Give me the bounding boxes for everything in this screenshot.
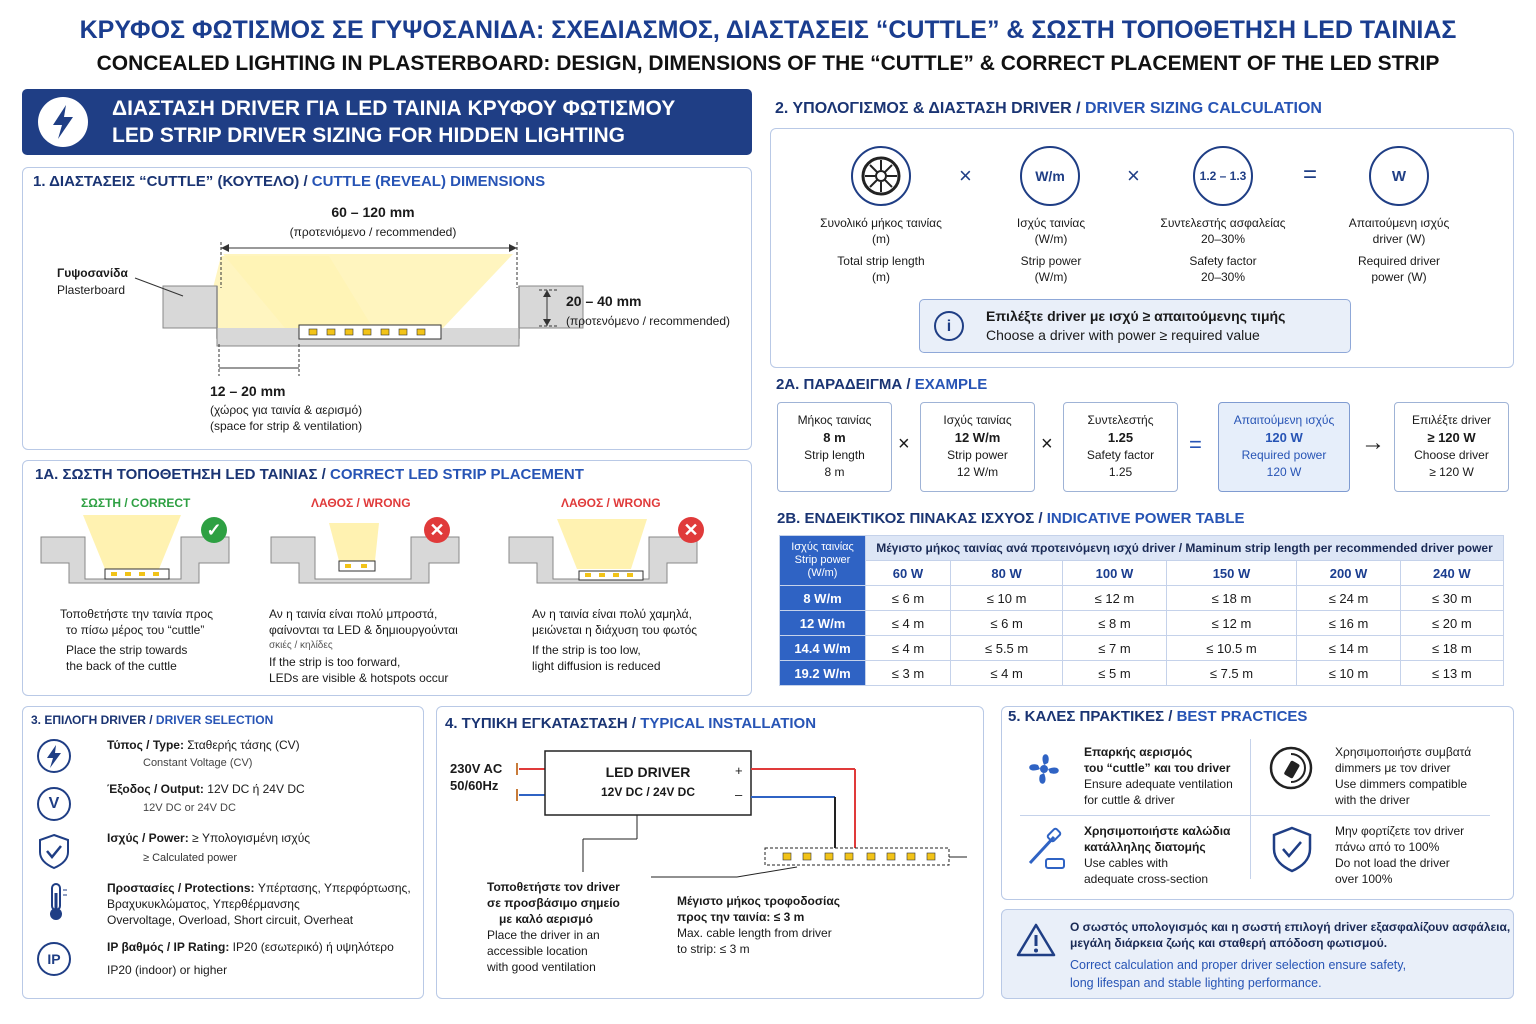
section-1a-title: 1Α. ΣΩΣΤΗ ΤΟΠΟΘΕΤΗΣΗ LED ΤΑΙΝΙΑΣ / CORRECT LED STRIP PLACEMENT [35,466,584,483]
col-header: 200 W [1297,561,1400,586]
typical-installation-panel [436,706,984,999]
table-cell: ≤ 4 m [950,661,1062,686]
multiply-op-2: × [1127,163,1140,188]
cable-icon [1022,827,1068,878]
header-line-greek: ΔΙΑΣΤΑΣΗ DRIVER ΓΙΑ LED ΤΑΙΝΙΑ ΚΡΥΦΟΥ ΦΩΤΙΣΜΟΥ [112,97,676,120]
table-cell: ≤ 30 m [1400,586,1503,611]
main-title-greek: ΚΡΥΦΟΣ ΦΩΤΙΣΜΟΣ ΣΕ ΓΥΨΟΣΑΝΙΔΑ: ΣΧΕΔΙΑΣΜΟΣ, ΔΙΑΣΤΑΣΕΙΣ “CUTTLE” & ΣΩΣΤΗ ΤΟΠΟΘΕΤΗΣΗ LED ΤΑΙΝΙΑΣ [79,16,1457,44]
col-header: 150 W [1166,561,1297,586]
best-practices-panel [1001,706,1514,900]
strip-reel-icon [851,146,911,206]
note-greek: Επιλέξτε driver με ισχύ ≥ απαιτούμενης τιμής [986,308,1286,324]
practice-cables: Χρησιμοποιήστε καλώδια κατάλληλης διατομής Use cables with adequate cross-section [1084,824,1231,886]
note-english: Choose a driver with power ≥ required value [986,327,1260,343]
col-header: 240 W [1400,561,1503,586]
table-cell: ≤ 24 m [1297,586,1400,611]
equals-op: = [1303,161,1318,188]
ac-input-label: 230V AC 50/60Hz [450,761,503,793]
footer-greek: Ο σωστός υπολογισμός και η σωστή επιλογή driver εξασφαλίζουν ασφάλεια, μεγάλη διάρκεια ζωής και σταθερή απόδοση φωτισμού. [1070,920,1511,950]
table-cell: ≤ 10.5 m [1166,636,1297,661]
info-icon: i [934,311,964,341]
wrong-x-icon-1: ✕ [424,517,450,543]
table-cell: ≤ 7.5 m [1166,661,1297,686]
row-header: 14.4 W/m [780,636,866,661]
factor-required-power: Απαιτούμενη ισχύς driver (W) Required driver power (W) [1348,216,1450,284]
table-cell: ≤ 6 m [950,611,1062,636]
shield-check-icon [37,832,71,875]
factor-strip-length: Συνολικό μήκος ταινίας (m) Total strip length (m) [820,216,942,284]
correct-label: ΣΩΣΤΗ / CORRECT [81,496,191,510]
header-line-english: LED STRIP DRIVER SIZING FOR HIDDEN LIGHTING [112,124,625,147]
cable-length-note: Μέγιστο μήκος τροφοδοσίας προς την ταινία: ≤ 3 m Max. cable length from driver to strip: ≤ 3 m [677,894,840,956]
row-header: 12 W/m [780,611,866,636]
table-cell: ≤ 12 m [1063,586,1166,611]
table-cell: ≤ 18 m [1166,586,1297,611]
factor-strip-power: Ισχύς ταινίας (W/m) Strip power (W/m) [1016,216,1086,284]
protections-line: Προστασίες / Protections: Υπέρτασης, Υπερφόρτωσης, Βραχυκυκλώματος, Υπερθέρμανσης Overvoltage, Overload, Short circuit, Overheat [107,881,411,927]
row-header: 8 W/m [780,586,866,611]
table-cell: ≤ 5.5 m [950,636,1062,661]
strip-placement-panel [22,460,752,696]
width-value: 60 – 120 mm [331,204,415,220]
example-strip-length: Μήκος ταινίας 8 m Strip length 8 m [777,402,892,492]
ip-rating-icon: IP [37,942,71,976]
table-col-header-row [780,561,1504,586]
section-3-title: 3. ΕΠΙΛΟΓΗ DRIVER / DRIVER SELECTION [31,713,274,727]
table-row [780,636,1504,661]
watts-per-meter-icon: W/m [1020,146,1080,206]
minus-terminal: – [735,787,743,802]
practice-ventilation: Επαρκής αερισμός του “cuttle” και του driver Ensure adequate ventilation for cuttle & driver [1084,745,1233,807]
example-required-power: Απαιτούμενη ισχύς 120 W Required power 120 W [1218,402,1350,492]
example-choose-driver: Επιλέξτε driver ≥ 120 W Choose driver ≥ 120 W [1394,402,1509,492]
driver-selection-panel [22,706,424,999]
depth-value: 20 – 40 mm [566,293,642,309]
col-header: 100 W [1063,561,1166,586]
shield-icon [1270,825,1314,880]
table-corner: Ισχύς ταινίας Strip power (W/m) [780,536,866,586]
type-line: Τύπος / Type: Σταθερής τάσης (CV) [107,738,300,752]
gap-value: 12 – 20 mm [210,383,286,399]
plasterboard-label-gr: Γυψοσανίδα [57,266,128,280]
wrong-low-diagram [507,513,707,585]
section-2-title: 2. ΥΠΟΛΟΓΙΣΜΟΣ & ΔΙΑΣΤΑΣΗ DRIVER / DRIVER SIZING CALCULATION [775,100,1322,117]
col-header: 60 W [866,561,951,586]
example-strip-power: Ισχύς ταινίας 12 W/m Strip power 12 W/m [920,402,1035,492]
plasterboard-label-en: Plasterboard [57,283,126,297]
table-cell: ≤ 5 m [1063,661,1166,686]
type-sub: Constant Voltage (CV) [143,757,253,769]
table-cell: ≤ 3 m [866,661,951,686]
multiply-op-1: × [959,163,972,188]
example-equals: = [1189,432,1202,457]
main-title-english: CONCEALED LIGHTING IN PLASTERBOARD: DESIGN, DIMENSIONS OF THE “CUTTLE” & CORRECT PLACEMENT OF THE LED STRIP [96,52,1440,75]
warning-icon [1016,922,1056,963]
example-op-2: × [1041,433,1053,455]
correct-desc: Τοποθετήστε την ταινία προς το πίσω μέρος του “cuttle” Place the strip towards the back of the cuttle [60,607,213,673]
lightning-icon [38,97,88,147]
depth-note: (προτενόμενο / recommended) [566,314,731,328]
wrong-label-2: ΛΑΘΟΣ / WRONG [561,496,661,510]
footer-note [1001,909,1514,999]
table-row [780,661,1504,686]
driver-sizing-header [22,89,752,155]
table-cell: ≤ 4 m [866,636,951,661]
fan-icon [1022,747,1066,796]
plus-terminal: + [735,763,743,778]
power-sub: ≥ Calculated power [143,852,238,864]
power-line: Ισχύς / Power: ≥ Υπολογισμένη ισχύς [107,831,311,845]
driver-label: LED DRIVER [605,764,691,780]
voltage-icon: V [37,787,71,821]
lightning-circle-icon [35,737,73,780]
driver-voltage: 12V DC / 24V DC [600,785,696,799]
row-header: 19.2 W/m [780,661,866,686]
choose-driver-note [919,299,1351,353]
col-header: 80 W [950,561,1062,586]
sizing-calculation-panel [770,128,1514,368]
footer-english: Correct calculation and proper driver selection ensure safety, long lifespan and stable lighting performance. [1070,958,1407,990]
thermometer-icon [43,881,69,928]
table-row [780,586,1504,611]
table-cell: ≤ 10 m [950,586,1062,611]
dimmer-icon [1268,745,1314,796]
table-top-header: Μέγιστο μήκος ταινίας ανά προτεινόμενη ισχύ driver / Maminum strip length per recommended driver power [866,536,1504,561]
table-cell: ≤ 12 m [1166,611,1297,636]
example-safety-factor: Συντελεστής 1.25 Safety factor 1.25 [1063,402,1178,492]
safety-factor-icon: 1.2 – 1.3 [1193,146,1253,206]
table-row [780,611,1504,636]
table-cell: ≤ 13 m [1400,661,1503,686]
gap-note-en: (space for strip & ventilation) [210,419,363,433]
table-cell: ≤ 6 m [866,586,951,611]
watts-icon: W [1369,146,1429,206]
section-2b-title: 2Β. ΕΝΔΕΙΚΤΙΚΟΣ ΠΙΝΑΚΑΣ ΙΣΧΥΟΣ / INDICATIVE POWER TABLE [777,510,1245,527]
gap-note-gr: (χώρος για ταινία & αερισμό) [210,403,363,417]
table-cell: ≤ 8 m [1063,611,1166,636]
correct-check-icon: ✓ [201,517,227,543]
table-cell: ≤ 14 m [1297,636,1400,661]
example-op-1: × [898,433,910,455]
section-1-title: 1. ΔΙΑΣΤΑΣΕΙΣ “CUTTLE” (ΚΟΥΤΕΛΟ) / CUTTLE (REVEAL) DIMENSIONS [33,173,546,190]
wrong-forward-desc: Αν η ταινία είναι πολύ μπροστά, φαίνονται τα LED & δημιουργούνται σκιές / κηλίδες If the strip is too forward, LEDs are visible & hotspots occur [269,607,458,685]
table-cell: ≤ 4 m [866,611,951,636]
table-cell: ≤ 20 m [1400,611,1503,636]
driver-location-note: Τοποθετήστε τον driver σε προσβάσιμο σημείο με καλό αερισμό Place the driver in an accessible location with good ventilation [487,880,620,974]
ip-sub: IP20 (indoor) or higher [107,963,228,977]
factor-safety: Συντελεστής ασφαλείας 20–30% Safety factor 20–30% [1160,216,1286,284]
output-line: Έξοδος / Output: 12V DC ή 24V DC [107,782,305,796]
wrong-label-1: ΛΑΘΟΣ / WRONG [311,496,411,510]
wrong-low-desc: Αν η ταινία είναι πολύ χαμηλά, μειώνεται η διάχυση του φωτός If the strip is too low, light diffusion is reduced [532,607,698,673]
table-cell: ≤ 16 m [1297,611,1400,636]
ip-line: IP βαθμός / IP Rating: IP20 (εσωτερικό) ή υψηλότερο [107,940,394,954]
table-cell: ≤ 10 m [1297,661,1400,686]
section-4-title: 4. ΤΥΠΙΚΗ ΕΓΚΑΤΑΣΤΑΣΗ / TYPICAL INSTALLATION [445,715,817,732]
output-sub: 12V DC or 24V DC [143,802,236,814]
wrong-x-icon-2: ✕ [678,517,704,543]
table-cell: ≤ 18 m [1400,636,1503,661]
section-2a-title: 2Α. ΠΑΡΑΔΕΙΓΜΑ / EXAMPLE [776,376,988,393]
grid-divider-h [1020,815,1490,816]
practice-load: Μην φορτίζετε τον driver πάνω από το 100% Do not load the driver over 100% [1335,824,1465,886]
practice-dimmers: Χρησιμοποιήστε συμβατά dimmers με τον driver Use dimmers compatible with the driver [1335,745,1472,807]
table-cell: ≤ 7 m [1063,636,1166,661]
width-note: (προτενιόμενο / recommended) [289,225,457,239]
grid-divider-v [1250,739,1251,879]
example-arrow: → [1361,429,1385,456]
cuttle-dimensions-panel [22,167,752,450]
power-table [779,535,1504,686]
section-5-title: 5. ΚΑΛΕΣ ΠΡΑΚΤΙΚΕΣ / BEST PRACTICES [1008,708,1308,725]
